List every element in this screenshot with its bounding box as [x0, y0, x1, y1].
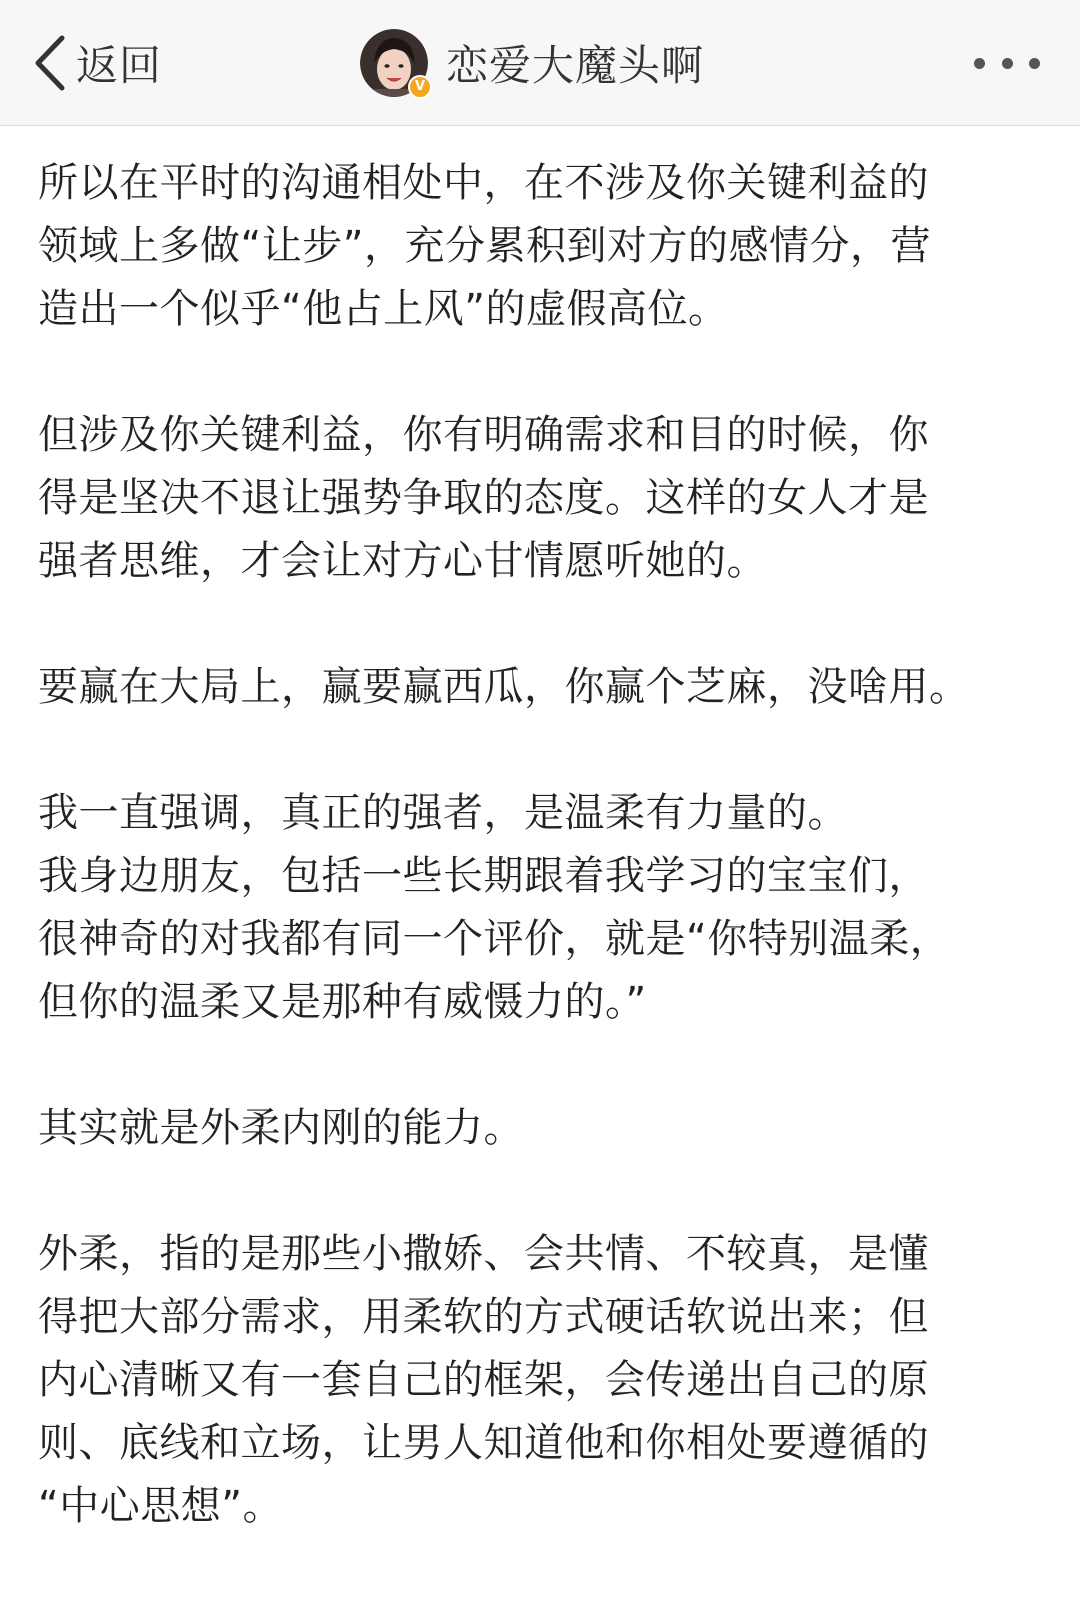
paragraph: 所以在平时的沟通相处中，在不涉及你关键利益的 领域上多做“让步”，充分累积到对方的感情分，营 造出一个似乎“他占上风”的虚假高位。 [38, 160, 931, 332]
more-dot-icon [974, 58, 985, 69]
back-button[interactable] [32, 30, 162, 96]
paragraph: 要赢在大局上，赢要赢西瓜，你赢个芝麻，没啥用。 [38, 664, 970, 710]
verified-badge-icon: V [408, 75, 432, 99]
article-body [38, 152, 1048, 1601]
more-dot-icon [1002, 58, 1013, 69]
back-label: 返回 [76, 41, 163, 90]
profile-header[interactable] [360, 28, 704, 98]
top-navigation-bar [0, 0, 1080, 126]
chevron-left-icon [32, 34, 68, 92]
more-dot-icon [1029, 58, 1040, 69]
paragraph: 我一直强调，真正的强者，是温柔有力量的。 我身边朋友，包括一些长期跟着我学习的宝宝们， 很神奇的对我都有同一个评价，就是“你特别温柔， 但你的温柔又是那种有威慑力的。” [38, 790, 951, 1025]
more-options-button[interactable] [974, 48, 1040, 78]
paragraph: 其实就是外柔内刚的能力。 [38, 1105, 524, 1151]
paragraph: 外柔，指的是那些小撒娇、会共情、不较真，是懂 得把大部分需求，用柔软的方式硬话软说出来；但 内心清晰又有一套自己的框架，会传递出自己的原 则、底线和立场，让男人知道他和你相处要遵循的 “中心思想”。 [38, 1231, 929, 1529]
username: 恋爱大魔头啊 [446, 41, 705, 90]
avatar[interactable] [360, 29, 428, 97]
paragraph: 但涉及你关键利益，你有明确需求和目的时候，你 得是坚决不退让强势争取的态度。这样的女人才是 强者思维，才会让对方心甘情愿听她的。 [38, 412, 929, 584]
